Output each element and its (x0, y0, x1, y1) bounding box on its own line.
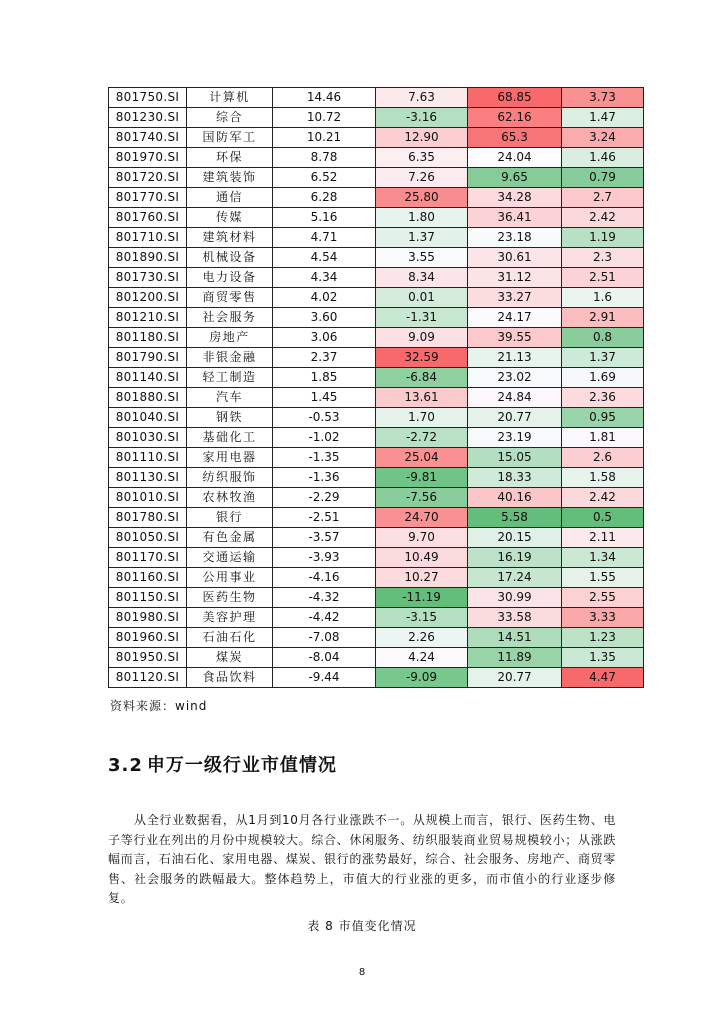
table-row (109, 368, 644, 388)
cell-v1: -4.16 (273, 568, 376, 588)
cell-v1: -4.42 (273, 608, 376, 628)
cell-name: 商贸零售 (187, 288, 273, 308)
cell-v1: -3.57 (273, 528, 376, 548)
cell-code: 801880.SI (109, 388, 187, 408)
cell-v2: 7.63 (376, 88, 468, 108)
cell-v1: -4.32 (273, 588, 376, 608)
cell-code: 801140.SI (109, 368, 187, 388)
cell-v4: 1.69 (562, 368, 644, 388)
cell-v4: 1.23 (562, 628, 644, 648)
cell-v4: 0.8 (562, 328, 644, 348)
cell-v4: 2.42 (562, 208, 644, 228)
cell-v3: 62.16 (468, 108, 562, 128)
cell-v2: -2.72 (376, 428, 468, 448)
cell-name: 煤炭 (187, 648, 273, 668)
cell-code: 801030.SI (109, 428, 187, 448)
cell-v1: 4.02 (273, 288, 376, 308)
table-row (109, 88, 644, 108)
cell-v2: 10.49 (376, 548, 468, 568)
cell-name: 建筑装饰 (187, 168, 273, 188)
cell-name: 交通运输 (187, 548, 273, 568)
table-row (109, 408, 644, 428)
table-row (109, 428, 644, 448)
cell-v4: 1.81 (562, 428, 644, 448)
cell-v1: 10.21 (273, 128, 376, 148)
cell-v2: 7.26 (376, 168, 468, 188)
cell-v3: 15.05 (468, 448, 562, 468)
cell-v3: 23.18 (468, 228, 562, 248)
cell-v1: -1.36 (273, 468, 376, 488)
cell-name: 公用事业 (187, 568, 273, 588)
cell-code: 801150.SI (109, 588, 187, 608)
table-row (109, 628, 644, 648)
cell-name: 环保 (187, 148, 273, 168)
table-row (109, 328, 644, 348)
table-row (109, 148, 644, 168)
cell-name: 通信 (187, 188, 273, 208)
cell-code: 801780.SI (109, 508, 187, 528)
cell-v4: 1.46 (562, 148, 644, 168)
cell-v2: 9.70 (376, 528, 468, 548)
cell-v2: 3.55 (376, 248, 468, 268)
cell-v3: 11.89 (468, 648, 562, 668)
cell-v4: 3.24 (562, 128, 644, 148)
cell-v4: 1.37 (562, 348, 644, 368)
cell-v3: 20.77 (468, 668, 562, 688)
cell-v1: 6.52 (273, 168, 376, 188)
cell-code: 801980.SI (109, 608, 187, 628)
cell-code: 801050.SI (109, 528, 187, 548)
cell-v2: 25.04 (376, 448, 468, 468)
cell-code: 801130.SI (109, 468, 187, 488)
cell-code: 801790.SI (109, 348, 187, 368)
cell-v4: 2.3 (562, 248, 644, 268)
cell-v4: 1.34 (562, 548, 644, 568)
cell-v1: -1.35 (273, 448, 376, 468)
cell-v4: 2.6 (562, 448, 644, 468)
cell-code: 801200.SI (109, 288, 187, 308)
cell-v3: 40.16 (468, 488, 562, 508)
cell-name: 家用电器 (187, 448, 273, 468)
cell-v4: 0.5 (562, 508, 644, 528)
cell-v2: 9.09 (376, 328, 468, 348)
cell-v3: 34.28 (468, 188, 562, 208)
cell-name: 房地产 (187, 328, 273, 348)
cell-v2: -3.15 (376, 608, 468, 628)
table-row (109, 228, 644, 248)
cell-name: 基础化工 (187, 428, 273, 448)
cell-v1: -8.04 (273, 648, 376, 668)
cell-v4: 2.11 (562, 528, 644, 548)
cell-v3: 16.19 (468, 548, 562, 568)
cell-v3: 30.99 (468, 588, 562, 608)
cell-v2: 1.70 (376, 408, 468, 428)
cell-name: 农林牧渔 (187, 488, 273, 508)
cell-code: 801710.SI (109, 228, 187, 248)
cell-v2: 10.27 (376, 568, 468, 588)
cell-v2: -11.19 (376, 588, 468, 608)
cell-v1: -7.08 (273, 628, 376, 648)
cell-v2: 25.80 (376, 188, 468, 208)
cell-v4: 4.47 (562, 668, 644, 688)
cell-v1: -0.53 (273, 408, 376, 428)
table-row (109, 668, 644, 688)
cell-v2: 32.59 (376, 348, 468, 368)
cell-v3: 20.15 (468, 528, 562, 548)
industry-heatmap-table (108, 87, 644, 688)
cell-code: 801750.SI (109, 88, 187, 108)
cell-code: 801950.SI (109, 648, 187, 668)
cell-code: 801970.SI (109, 148, 187, 168)
cell-v4: 2.36 (562, 388, 644, 408)
cell-v1: 3.06 (273, 328, 376, 348)
table-row (109, 548, 644, 568)
cell-code: 801770.SI (109, 188, 187, 208)
cell-v1: 6.28 (273, 188, 376, 208)
cell-name: 建筑材料 (187, 228, 273, 248)
cell-v1: -1.02 (273, 428, 376, 448)
source-note: 资料来源：wind (110, 699, 208, 713)
cell-v2: 1.37 (376, 228, 468, 248)
cell-v1: -9.44 (273, 668, 376, 688)
cell-v2: -3.16 (376, 108, 468, 128)
cell-v4: 3.33 (562, 608, 644, 628)
table-row (109, 348, 644, 368)
cell-v3: 31.12 (468, 268, 562, 288)
cell-name: 国防军工 (187, 128, 273, 148)
cell-v1: 4.54 (273, 248, 376, 268)
cell-name: 医药生物 (187, 588, 273, 608)
cell-v2: 0.01 (376, 288, 468, 308)
table-row (109, 168, 644, 188)
cell-v1: 1.85 (273, 368, 376, 388)
cell-code: 801720.SI (109, 168, 187, 188)
cell-name: 传媒 (187, 208, 273, 228)
cell-name: 食品饮料 (187, 668, 273, 688)
cell-v4: 3.73 (562, 88, 644, 108)
table-row (109, 208, 644, 228)
cell-v3: 23.02 (468, 368, 562, 388)
cell-name: 石油石化 (187, 628, 273, 648)
table-row (109, 248, 644, 268)
cell-v4: 1.6 (562, 288, 644, 308)
cell-name: 有色金属 (187, 528, 273, 548)
cell-name: 计算机 (187, 88, 273, 108)
cell-v3: 23.19 (468, 428, 562, 448)
cell-v3: 33.58 (468, 608, 562, 628)
cell-name: 非银金融 (187, 348, 273, 368)
table-row (109, 468, 644, 488)
table-row (109, 508, 644, 528)
cell-v1: -3.93 (273, 548, 376, 568)
table-row (109, 388, 644, 408)
table-row (109, 488, 644, 508)
cell-v3: 30.61 (468, 248, 562, 268)
cell-code: 801210.SI (109, 308, 187, 328)
cell-v3: 21.13 (468, 348, 562, 368)
cell-v1: 1.45 (273, 388, 376, 408)
cell-v1: 4.34 (273, 268, 376, 288)
cell-v2: -7.56 (376, 488, 468, 508)
table-row (109, 268, 644, 288)
cell-v4: 1.58 (562, 468, 644, 488)
table-row (109, 128, 644, 148)
cell-v3: 17.24 (468, 568, 562, 588)
cell-code: 801960.SI (109, 628, 187, 648)
cell-code: 801890.SI (109, 248, 187, 268)
cell-v2: 1.80 (376, 208, 468, 228)
cell-v2: 4.24 (376, 648, 468, 668)
cell-v3: 24.04 (468, 148, 562, 168)
cell-v4: 2.55 (562, 588, 644, 608)
cell-v3: 24.84 (468, 388, 562, 408)
cell-v2: 24.70 (376, 508, 468, 528)
cell-code: 801760.SI (109, 208, 187, 228)
table-row (109, 108, 644, 128)
table-row (109, 588, 644, 608)
cell-name: 机械设备 (187, 248, 273, 268)
cell-v4: 1.35 (562, 648, 644, 668)
cell-code: 801230.SI (109, 108, 187, 128)
table-row (109, 568, 644, 588)
cell-name: 银行 (187, 508, 273, 528)
table-row (109, 308, 644, 328)
cell-v3: 65.3 (468, 128, 562, 148)
cell-name: 综合 (187, 108, 273, 128)
cell-v2: -6.84 (376, 368, 468, 388)
section-heading (108, 751, 337, 777)
section-number: 3.2 (108, 755, 143, 776)
cell-code: 801110.SI (109, 448, 187, 468)
section-title: 申万一级行业市值情况 (146, 755, 337, 776)
cell-v2: 12.90 (376, 128, 468, 148)
cell-v4: 2.7 (562, 188, 644, 208)
cell-v1: 4.71 (273, 228, 376, 248)
cell-v3: 9.65 (468, 168, 562, 188)
cell-v3: 68.85 (468, 88, 562, 108)
cell-v4: 2.91 (562, 308, 644, 328)
cell-v1: 5.16 (273, 208, 376, 228)
cell-name: 钢铁 (187, 408, 273, 428)
cell-v3: 39.55 (468, 328, 562, 348)
table-row (109, 288, 644, 308)
cell-v1: 8.78 (273, 148, 376, 168)
cell-v4: 2.51 (562, 268, 644, 288)
cell-v1: 3.60 (273, 308, 376, 328)
cell-v1: -2.51 (273, 508, 376, 528)
cell-v3: 36.41 (468, 208, 562, 228)
table-row (109, 448, 644, 468)
cell-code: 801740.SI (109, 128, 187, 148)
cell-v1: 10.72 (273, 108, 376, 128)
page-number: 8 (358, 967, 366, 978)
cell-name: 纺织服饰 (187, 468, 273, 488)
cell-v3: 20.77 (468, 408, 562, 428)
table-row (109, 608, 644, 628)
cell-code: 801160.SI (109, 568, 187, 588)
cell-name: 汽车 (187, 388, 273, 408)
cell-v3: 24.17 (468, 308, 562, 328)
cell-v3: 33.27 (468, 288, 562, 308)
table-body (109, 88, 644, 688)
body-paragraph: 从全行业数据看，从1月到10月各行业涨跌不一。从规模上而言，银行、医药生物、电子等行业在列出的月份中规模较大。综合、休闲服务、纺织服装商业贸易规模较小；从涨跌幅而言，石油石化、家用电器、煤炭、银行的涨势最好，综合、社会服务、房地产、商贸零售、社会服务的跌幅最大。整体趋势上，市值大的行业涨的更多，而市值小的行业逐步修复。 (108, 813, 616, 905)
cell-name: 美容护理 (187, 608, 273, 628)
cell-v2: 13.61 (376, 388, 468, 408)
table-caption: 表 8 市值变化情况 (307, 919, 417, 933)
cell-v4: 1.55 (562, 568, 644, 588)
cell-v4: 1.47 (562, 108, 644, 128)
cell-v2: -9.09 (376, 668, 468, 688)
table-row (109, 648, 644, 668)
table-row (109, 188, 644, 208)
cell-v2: 2.26 (376, 628, 468, 648)
cell-v4: 0.95 (562, 408, 644, 428)
cell-v2: -1.31 (376, 308, 468, 328)
cell-code: 801730.SI (109, 268, 187, 288)
cell-name: 轻工制造 (187, 368, 273, 388)
cell-v4: 0.79 (562, 168, 644, 188)
cell-code: 801170.SI (109, 548, 187, 568)
cell-code: 801040.SI (109, 408, 187, 428)
cell-v1: -2.29 (273, 488, 376, 508)
cell-v4: 2.42 (562, 488, 644, 508)
cell-v2: -9.81 (376, 468, 468, 488)
cell-code: 801010.SI (109, 488, 187, 508)
cell-name: 电力设备 (187, 268, 273, 288)
cell-code: 801180.SI (109, 328, 187, 348)
cell-v3: 14.51 (468, 628, 562, 648)
cell-v3: 18.33 (468, 468, 562, 488)
cell-v4: 1.19 (562, 228, 644, 248)
cell-name: 社会服务 (187, 308, 273, 328)
table-row (109, 528, 644, 548)
cell-v3: 5.58 (468, 508, 562, 528)
cell-v2: 8.34 (376, 268, 468, 288)
cell-v1: 14.46 (273, 88, 376, 108)
cell-v2: 6.35 (376, 148, 468, 168)
cell-code: 801120.SI (109, 668, 187, 688)
cell-v1: 2.37 (273, 348, 376, 368)
